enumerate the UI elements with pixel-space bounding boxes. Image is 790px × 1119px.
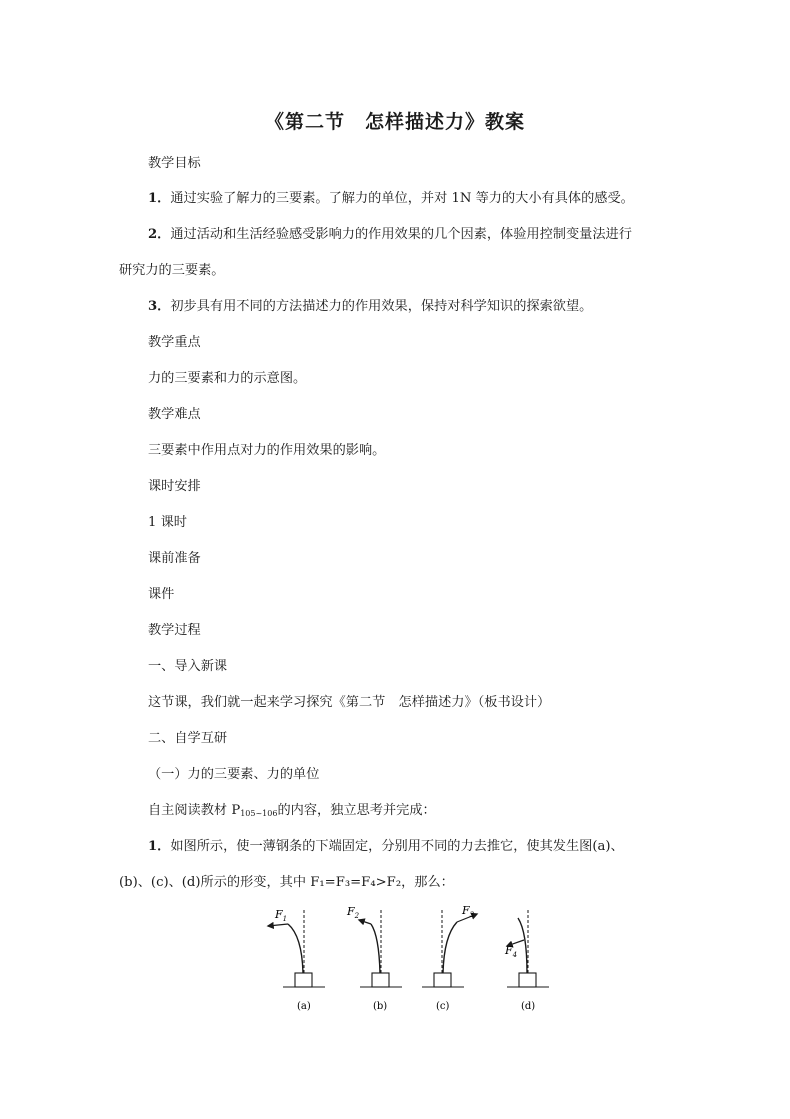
goal-number: 2．: [148, 227, 171, 242]
goal-text: 通过活动和生活经验感受影响力的作用效果的几个因素，体验用控制变量法进行: [170, 227, 632, 242]
bent-strip: [443, 922, 457, 973]
goal-text: 初步具有用不同的方法描述力的作用效果，保持对科学知识的探索欲望。: [170, 299, 593, 314]
question-1-continuation: (b)、(c)、(d)所示的形变，其中 F₁=F₃=F₄>F₂，那么：: [119, 875, 454, 890]
question-1: [148, 838, 624, 856]
goal-item-2-continuation: 研究力的三要素。: [119, 263, 225, 278]
question-text: 如图所示，使一薄钢条的下端固定，分别用不同的力去推它，使其发生图(a)、: [170, 839, 624, 854]
reading-post: 的内容，独立思考并完成：: [277, 803, 436, 818]
base-block: [372, 973, 389, 987]
force-arrow: [268, 924, 288, 926]
figure-panel-a: [268, 908, 325, 1012]
force-label: $F_4$: [505, 944, 518, 959]
part-heading-intro: 一、导入新课: [148, 659, 228, 674]
panel-label: (b): [373, 1001, 388, 1012]
goal-item-2: [148, 226, 632, 244]
goal-item-3: [148, 298, 592, 316]
base-block: [519, 973, 536, 987]
section-heading-process: 教学过程: [148, 623, 201, 638]
section-heading-schedule: 课时安排: [148, 479, 201, 494]
section-heading-goals: 教学目标: [148, 156, 201, 171]
difficulties-text: 三要素中作用点对力的作用效果的影响。: [148, 443, 386, 458]
goal-number: 3．: [148, 299, 171, 314]
preparation-text: 课件: [148, 587, 175, 602]
figure-panel-c: [422, 904, 477, 1012]
goal-number: 1．: [148, 191, 171, 206]
panel-label: (a): [297, 1001, 311, 1012]
schedule-text: 1 课时: [148, 515, 187, 530]
steel-strip-figure: [255, 898, 555, 1020]
panel-label: (c): [436, 1001, 450, 1012]
document-title: 《第二节 怎样描述力》教案: [264, 111, 525, 133]
bent-strip: [371, 924, 380, 973]
section-heading-preparation: 课前准备: [148, 551, 201, 566]
bent-strip: [288, 924, 303, 973]
force-label: $F_3$: [462, 904, 475, 919]
base-block: [295, 973, 312, 987]
part-heading-self-study: 二、自学互研: [148, 731, 228, 746]
intro-text: 这节课，我们就一起来学习探究《第二节 怎样描述力》（板书设计）: [148, 695, 551, 710]
reading-pages: 105~106: [240, 809, 278, 818]
subsection-heading: （一）力的三要素、力的单位: [148, 767, 320, 782]
force-label: $F_2$: [347, 905, 360, 920]
bent-strip: [518, 918, 527, 973]
panel-label: (d): [521, 1001, 536, 1012]
base-block: [434, 973, 451, 987]
section-heading-difficulties: 教学难点: [148, 407, 201, 422]
reading-pre: 自主阅读教材 P: [148, 803, 241, 818]
reading-instruction: [148, 802, 436, 823]
section-heading-key-points: 教学重点: [148, 335, 201, 350]
figure-panel-b: [346, 905, 402, 1012]
force-arrow: [359, 920, 371, 924]
goal-item-1: [148, 190, 634, 208]
force-label: $F_1$: [275, 908, 288, 923]
figure-panel-d: [504, 910, 549, 1012]
goal-text: 通过实验了解力的三要素。了解力的单位，并对 1N 等力的大小有具体的感受。: [170, 191, 634, 206]
question-number: 1．: [148, 839, 171, 854]
key-points-text: 力的三要素和力的示意图。: [148, 371, 307, 386]
